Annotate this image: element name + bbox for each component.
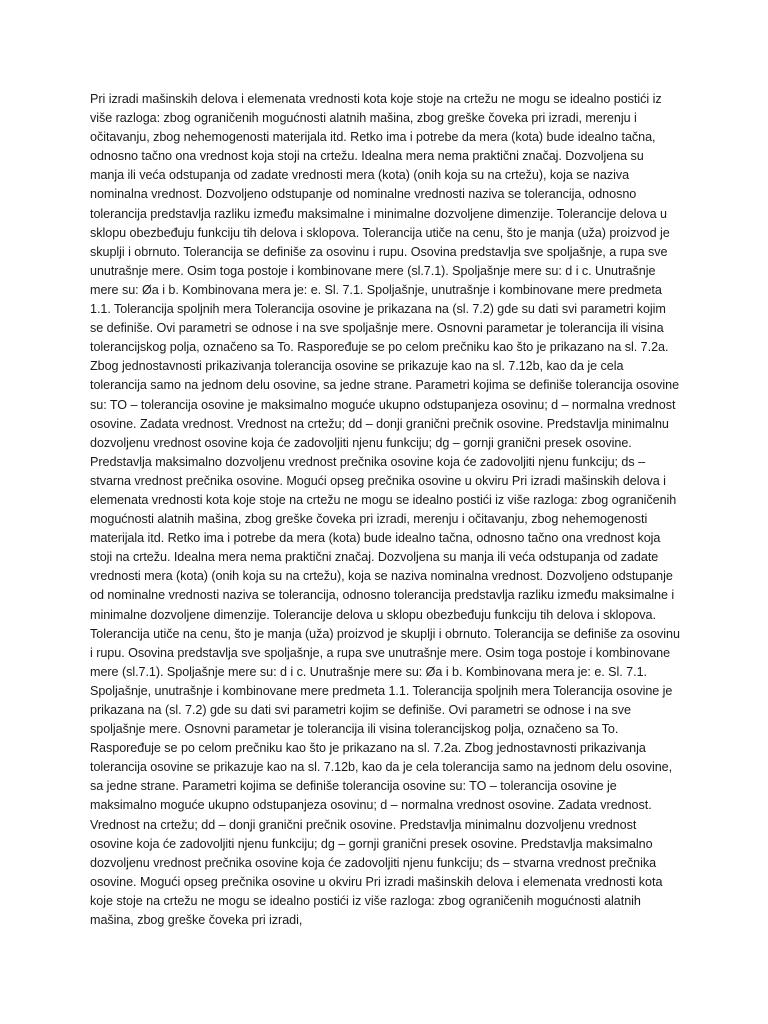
body-paragraph: Pri izradi mašinskih delova i elemenata vrednosti kota koje stoje na crtežu ne mogu se idealno postići iz više razloga: zbog ograničenih mogućnosti alatnih mašina, zbog greške čoveka pri izradi, merenju i očitavanju, zbog nehemogenosti materijala itd. Retko ima i potrebe da mera (kota) bude idealno tačna, odnosno tačno ona vrednost koja stoji na crtežu. Idealna mera nema praktični značaj. Dozvoljena su manja ili veća odstupanja od zadate vrednosti mera (kota) (onih koja su na crtežu), koja se naziva nominalna vrednost. Dozvoljeno odstupanje od nominalne vrednosti naziva se tolerancija, odnosno tolerancija predstavlja razliku između maksimalne i minimalne dozvoljene dimenzije. Tolerancije delova u sklopu obezbeđuju funkciju tih delova i sklopova. Tolerancija utiče na cenu, što je manja (uža) proizvod je skuplji i obrnuto. Tolerancija se definiše za osovinu i rupu. Osovina predstavlja sve spoljašnje, a rupa sve unutrašnje mere. Osim toga postoje i kombinovane mere (sl.7.1). Spoljašnje mere su: d i c. Unutrašnje mere su: Øa i b. Kombinovana mera je: e. Sl. 7.1. Spoljašnje, unutrašnje i kombinovane mere predmeta 1.1. Tolerancija spoljnih mera Tolerancija osovine je prikazana na (sl. 7.2) gde su dati svi parametri kojim se definiše. Ovi parametri se odnose i na sve spoljašnje mere. Osnovni parametar je tolerancija ili visina tolerancijskog polja, označeno sa To. Raspoređuje se po celom prečniku kao što je prikazano na sl. 7.2a. Zbog jednostavnosti prikazivanja tolerancija osovine se prikazuje kao na sl. 7.12b, kao da je cela tolerancija samo na jednom delu osovine, sa jedne strane. Parametri kojima se definiše tolerancija osovine su: TO – tolerancija osovine je maksimalno moguće ukupno odstupanjeza osovinu; d – normalna vrednost osovine. Zadata vrednost. Vrednost na crtežu; dd – donji granični prečnik osovine. Predstavlja minimalnu dozvoljenu vrednost osovine koja će zadovoljiti njenu funkciju; dg – gornji granični presek osovine. Predstavlja maksimalno dozvoljenu vrednost prečnika osovine koja će zadovoljiti njenu funkciju; ds – stvarna vrednost prečnika osovine. Mogući opseg prečnika osovine u okviru Pri izradi mašinskih delova i elemenata vrednosti kota koje stoje na crtežu ne mogu se idealno postići iz više razloga: zbog ograničenih mogućnosti alatnih mašina, zbog greške čoveka pri izradi, merenju i očitavanju, zbog nehemogenosti materijala itd. Retko ima i potrebe da mera (kota) bude idealno tačna, odnosno tačno ona vrednost koja stoji na crtežu. Idealna mera nema praktični značaj. Dozvoljena su manja ili veća odstupanja od zadate vrednosti mera (kota) (onih koja su na crtežu), koja se naziva nominalna vrednost. Dozvoljeno odstupanje od nominalne vrednosti naziva se tolerancija, odnosno tolerancija predstavlja razliku između maksimalne i minimalne dozvoljene dimenzije. Tolerancije delova u sklopu obezbeđuju funkciju tih delova i sklopova. Tolerancija utiče na cenu, što je manja (uža) proizvod je skuplji i obrnuto. Tolerancija se definiše za osovinu i rupu. Osovina predstavlja sve spoljašnje, a rupa sve unutrašnje mere. Osim toga postoje i kombinovane mere (sl.7.1). Spoljašnje mere su: d i c. Unutrašnje mere su: Øa i b. Kombinovana mera je: e. Sl. 7.1. Spoljašnje, unutrašnje i kombinovane mere predmeta 1.1. Tolerancija spoljnih mera Tolerancija osovine je prikazana na (sl. 7.2) gde su dati svi parametri kojim se definiše. Ovi parametri se odnose i na sve spoljašnje mere. Osnovni parametar je tolerancija ili visina tolerancijskog polja, označeno sa To. Raspoređuje se po celom prečniku kao što je prikazano na sl. 7.2a. Zbog jednostavnosti prikazivanja tolerancija osovine se prikazuje kao na sl. 7.12b, kao da je cela tolerancija samo na jednom delu osovine, sa jedne strane. Parametri kojima se definiše tolerancija osovine su: TO – tolerancija osovine je maksimalno moguće ukupno odstupanjeza osovinu; d – normalna vrednost osovine. Zadata vrednost. Vrednost na crtežu; dd – donji granični prečnik osovine. Predstavlja minimalnu dozvoljenu vrednost osovine koja će zadovoljiti njenu funkciju; dg – gornji granični presek osovine. Predstavlja maksimalno dozvoljenu vrednost prečnika osovine koja će zadovoljiti njenu funkciju; ds – stvarna vrednost prečnika osovine. Mogući opseg prečnika osovine u okviru Pri izradi mašinskih delova i elemenata vrednosti kota koje stoje na crtežu ne mogu se idealno postići iz više razloga: zbog ograničenih mogućnosti alatnih mašina, zbog greške čoveka pri izradi, <box>90 92 680 928</box>
